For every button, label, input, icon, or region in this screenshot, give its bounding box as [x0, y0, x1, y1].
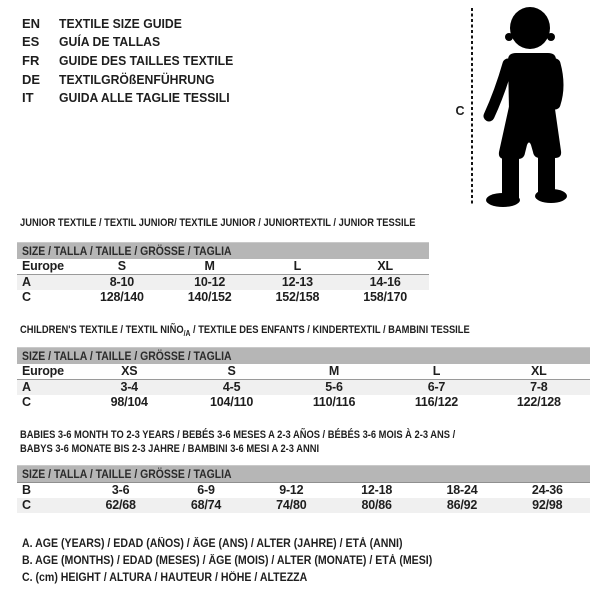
children-table	[17, 324, 590, 410]
age-cell: 7-8	[530, 380, 548, 394]
size-header-band: SIZE / TALLA / TAILLE / GRÖSSE / TAGLIA	[17, 465, 590, 483]
row-label: C	[22, 395, 31, 409]
age-cell: 10-12	[194, 275, 226, 289]
age-cell: 8-10	[109, 275, 134, 289]
language-list	[22, 14, 244, 107]
height-cell: 62/68	[105, 498, 136, 512]
row-label: C	[22, 290, 31, 304]
language-row-fr	[22, 51, 244, 70]
age-cell: 12-13	[281, 275, 313, 289]
age-cell: 12-18	[361, 483, 393, 497]
age-cell: 14-16	[369, 275, 401, 289]
height-cell: 98/104	[110, 395, 148, 409]
height-label-c: C	[455, 104, 465, 118]
height-cell: 92/98	[532, 498, 563, 512]
language-code: IT	[22, 90, 34, 106]
size-cell: M	[204, 259, 215, 273]
size-header-band: SIZE / TALLA / TAILLE / GRÖSSE / TAGLIA	[17, 242, 429, 259]
language-code: DE	[22, 71, 41, 87]
size-cell: XL	[531, 364, 547, 378]
table-row	[17, 290, 429, 305]
size-cell: S	[227, 364, 236, 378]
legend-note-b: B. AGE (MONTHS) / EDAD (MESES) / ÂGE (MOIS) / ALTER (MONATE) / ETÀ (MESI)	[22, 555, 433, 568]
height-cell: 74/80	[276, 498, 307, 512]
row-label: Europe	[22, 364, 64, 378]
age-cell: 9-12	[279, 483, 304, 497]
table-row	[17, 498, 590, 513]
row-label: A	[22, 380, 31, 394]
language-row-en	[22, 14, 244, 33]
height-cell: 158/170	[363, 290, 408, 304]
legend-note-a: A. AGE (YEARS) / EDAD (AÑOS) / ÂGE (ANS) / ALTER (JAHRE) / ETÀ (ANNI)	[22, 538, 403, 550]
size-cell: XS	[121, 364, 138, 378]
title-subscript: /A	[183, 329, 191, 338]
language-label: GUÍA DE TALLAS	[59, 34, 161, 50]
table-row	[17, 483, 590, 498]
age-cell: 3-6	[111, 483, 130, 497]
age-cell: 3-4	[120, 380, 138, 394]
toddler-silhouette-icon	[481, 4, 593, 208]
language-code: EN	[22, 15, 41, 31]
language-row-es	[22, 33, 244, 52]
language-label: TEXTILE SIZE GUIDE	[59, 15, 182, 31]
language-code: ES	[22, 34, 40, 50]
table-row	[17, 364, 590, 380]
row-label: C	[22, 498, 31, 512]
table-row	[17, 395, 590, 410]
junior-table	[17, 217, 429, 305]
height-cell: 68/74	[190, 498, 222, 512]
table-row	[17, 380, 590, 395]
height-cell: 140/152	[187, 290, 232, 304]
language-label: TEXTILGRÖßENFÜHRUNG	[59, 71, 215, 87]
height-measure-dashed-line	[471, 8, 473, 206]
language-label: GUIDE DES TAILLES TEXTILE	[59, 52, 234, 68]
row-label: B	[22, 483, 31, 497]
language-row-de	[22, 70, 244, 89]
table-row	[17, 259, 429, 275]
height-cell: 116/122	[414, 395, 458, 409]
size-cell: L	[432, 364, 441, 378]
age-cell: 18-24	[446, 483, 478, 497]
babies-table	[17, 428, 590, 513]
height-cell: 122/128	[516, 395, 561, 409]
table-title: CHILDREN'S TEXTILE / TEXTIL $NIÑO_{/A}$ / TEXTILE DES ENFANTS / KINDERTEXTIL / BAMBINI TESSILE	[20, 324, 470, 338]
language-label: GUIDA ALLE TAGLIE TESSILI	[59, 90, 230, 106]
row-label: A	[22, 275, 31, 289]
table-row	[17, 275, 429, 290]
table-title: BABIES 3-6 MONTH TO 2-3 YEARS / BEBÉS 3-6 MESES A 2-3 AÑOS / BÉBÉS 3-6 MOIS À 2-3 ANS / BABYS 3-6 MONATE BIS 2-3 JAHRE / BAMBINI 3-6 MESI A 2-3 ANNI	[20, 429, 456, 455]
height-cell: 104/110	[210, 395, 254, 409]
age-cell: 6-9	[197, 483, 215, 497]
height-cell: 110/116	[312, 395, 356, 409]
size-cell: S	[117, 259, 126, 273]
size-cell: XL	[377, 259, 393, 273]
age-cell: 6-7	[427, 380, 446, 394]
language-code: FR	[22, 52, 40, 68]
legend-note-c: C. (cm) HEIGHT / ALTURA / HAUTEUR / HÖHE / ALTEZZA	[22, 572, 308, 585]
height-cell: 128/140	[99, 290, 144, 304]
size-cell: L	[293, 259, 302, 273]
age-cell: 4-5	[222, 380, 241, 394]
table-title: JUNIOR TEXTILE / TEXTIL JUNIOR/ TEXTILE JUNIOR / JUNIORTEXTIL / JUNIOR TESSILE	[20, 217, 416, 229]
language-row-it	[22, 88, 244, 107]
height-cell: 86/92	[446, 498, 478, 512]
size-cell: M	[328, 364, 340, 378]
legend	[22, 536, 468, 588]
height-cell: 152/158	[275, 290, 320, 304]
size-header-band: SIZE / TALLA / TAILLE / GRÖSSE / TAGLIA	[17, 347, 590, 364]
age-cell: 24-36	[531, 483, 563, 497]
age-cell: 5-6	[325, 380, 343, 394]
row-label: Europe	[22, 259, 64, 273]
height-cell: 80/86	[361, 498, 392, 512]
